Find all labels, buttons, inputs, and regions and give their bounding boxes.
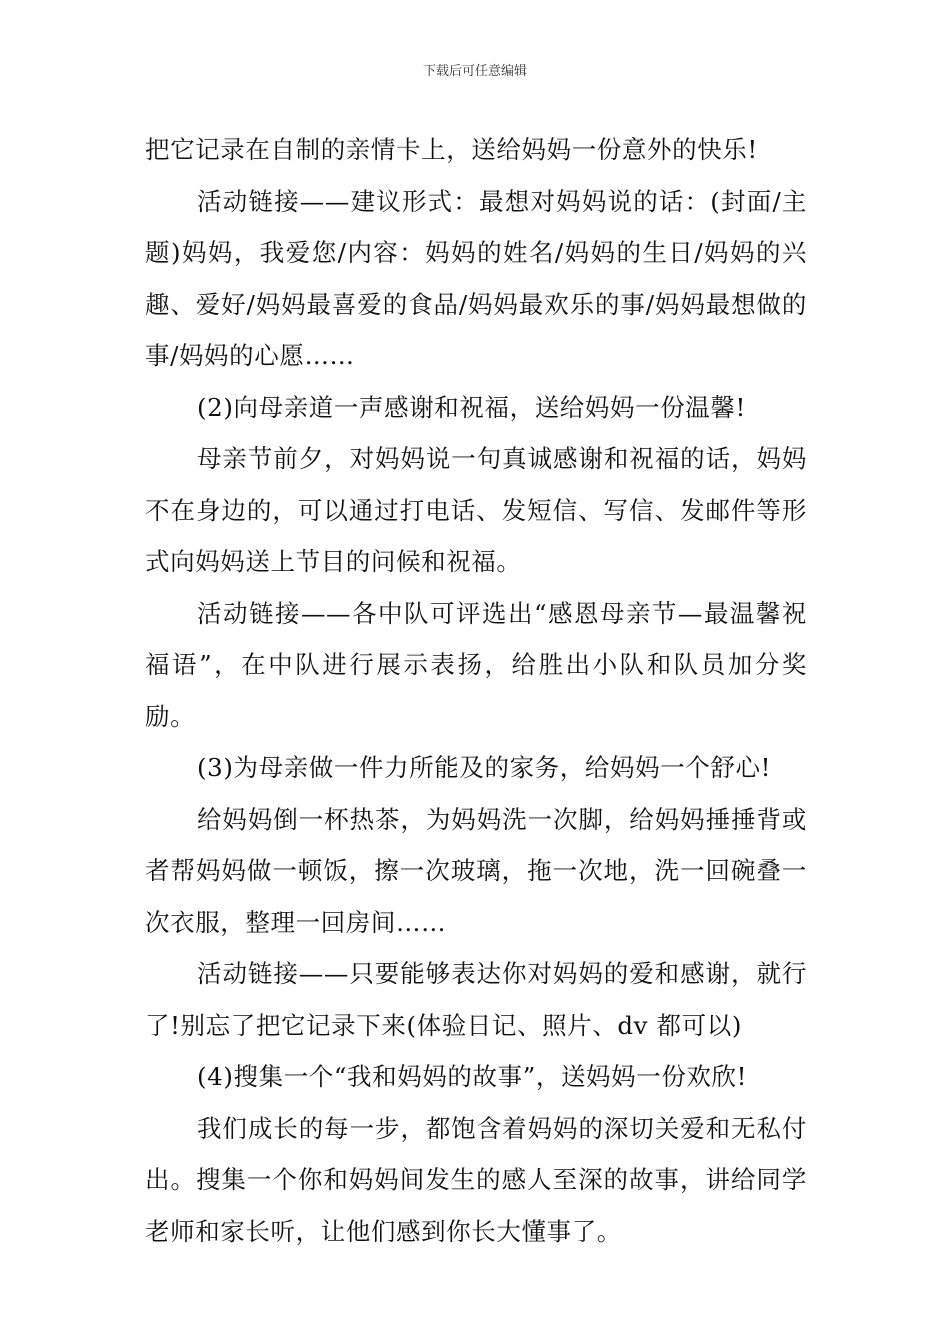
paragraph-item-4-body: 我们成长的每一步，都饱含着妈妈的深切关爱和无私付出。搜集一个你和妈妈间发生的感人至深的故事，讲给同学老师和家长听，让他们感到你长大懂事了。 [145,1113,807,1246]
paragraph-activity-link-blessing: 活动链接——各中队可评选出“感恩母亲节—最温馨祝福语”，在中队进行展示表扬，给胜出小队和队员加分奖励。 [145,598,807,731]
paragraph-item-2-body: 母亲节前夕，对妈妈说一句真诚感谢和祝福的话，妈妈不在身边的，可以通过打电话、发短信、写信、发邮件等形式向妈妈送上节目的问候和祝福。 [145,444,807,576]
page-header: 下载后可任意编辑 [422,64,527,79]
paragraph-continuation: 把它记录在自制的亲情卡上，送给妈妈一份意外的快乐! [145,135,758,164]
paragraph-activity-link-card: 活动链接——建议形式：最想对妈妈说的话：(封面/主题)妈妈，我爱您/内容：妈妈的姓名/妈妈的生日/妈妈的兴趣、爱好/妈妈最喜爱的食品/妈妈最欢乐的事/妈妈最想做的事/妈妈的心愿…… [145,186,807,370]
paragraph-item-3-heading: (3)为母亲做一件力所能及的家务，给妈妈一个舒心! [197,753,772,782]
paragraph-item-4-heading: (4)搜集一个“我和妈妈的故事”，送妈妈一份欢欣! [197,1062,748,1091]
paragraph-item-2-heading: (2)向母亲道一声感谢和祝福，送给妈妈一份温馨! [197,392,746,422]
paragraph-activity-link-chores: 活动链接——只要能够表达你对妈妈的爱和感谢，就行了!别忘了把它记录下来(体验日记、照片、dv 都可以) [145,959,807,1040]
document-body [145,124,807,1257]
paragraph-item-3-body: 给妈妈倒一杯热茶，为妈妈洗一次脚，给妈妈捶捶背或者帮妈妈做一顿饭，擦一次玻璃，拖一次地，洗一回碗叠一次衣服，整理一回房间…… [145,804,807,937]
